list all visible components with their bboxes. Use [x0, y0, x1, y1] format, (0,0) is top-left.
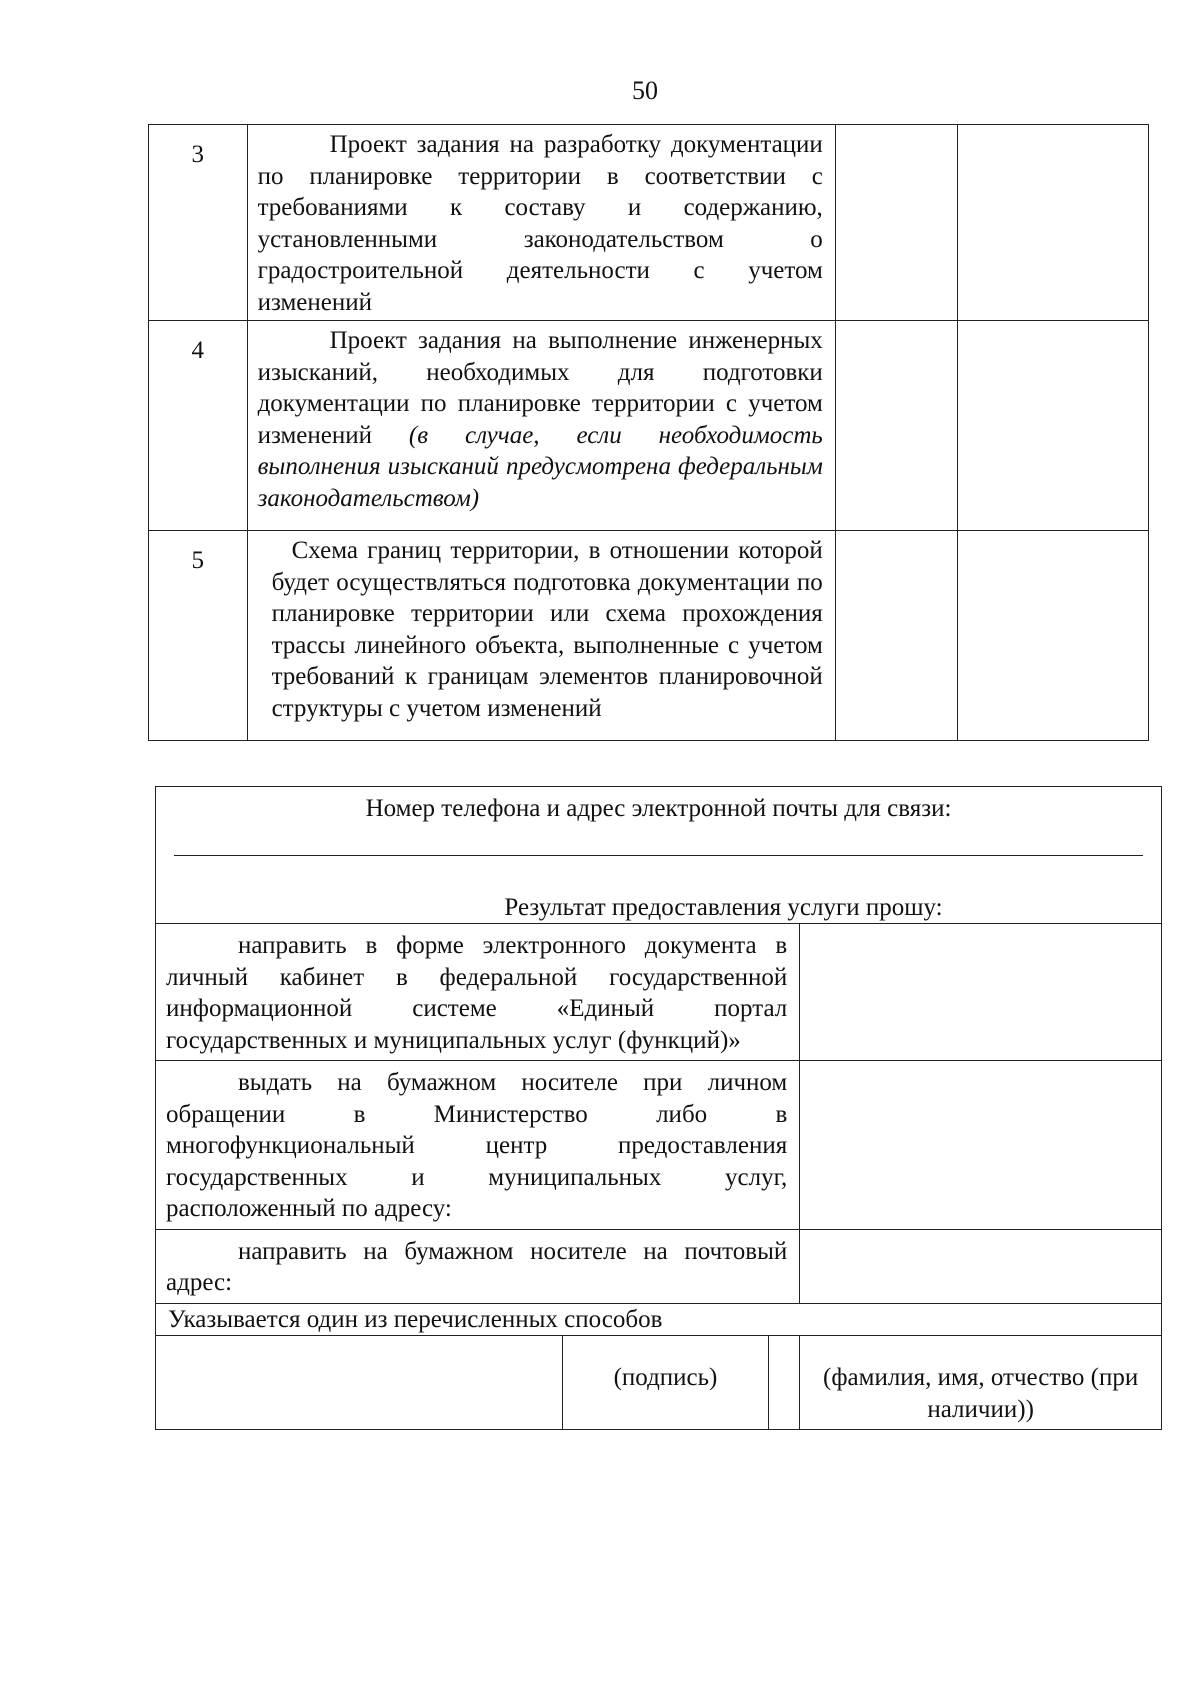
- note-row: [156, 1303, 1162, 1336]
- row-text: Проект задания на разработку документации по планировке территории в соответствии с требованиями к составу и содержанию, установленными законодательством о градостроительной деятельности с учетом изменений: [257, 131, 823, 316]
- option-check-cell[interactable]: [800, 924, 1162, 1061]
- option-text: выдать на бумажном носителе при личном обращении в Министерство либо в многофункциональный центр предоставления государственных и муниципальных услуг, расположенный по адресу:: [156, 1061, 800, 1230]
- row-description: [247, 321, 835, 531]
- row-number: 3: [149, 125, 248, 321]
- signature-row: [156, 1336, 1162, 1430]
- row-check-cell[interactable]: [958, 531, 1149, 741]
- row-check-cell[interactable]: [958, 321, 1149, 531]
- option-row: [156, 1061, 1162, 1230]
- option-check-cell[interactable]: [800, 1061, 1162, 1230]
- table-row: [149, 125, 1149, 321]
- row-number: 4: [149, 321, 248, 531]
- table-row: [149, 321, 1149, 531]
- row-description: [247, 125, 835, 321]
- contact-input-line[interactable]: [174, 837, 1143, 856]
- documents-table: [148, 124, 1149, 741]
- row-description: [247, 531, 835, 741]
- row-text: Схема границ территории, в отношении которой будет осуществляться подготовка документации по планировке территории или схема прохождения трассы линейного объекта, выполненные с учетом требований к границам элементов планировочной структуры с учетом изменений: [271, 537, 823, 722]
- row-check-cell[interactable]: [835, 125, 958, 321]
- signature-blank-cell[interactable]: [156, 1336, 563, 1430]
- option-text: направить в форме электронного документа в личный кабинет в федеральной государственной информационной системе «Единый портал государственных и муниципальных услуг (функций)»: [156, 924, 800, 1061]
- result-table: [155, 786, 1162, 1430]
- contact-label: Номер телефона и адрес электронной почты для связи:: [365, 795, 952, 822]
- row-check-cell[interactable]: [835, 321, 958, 531]
- name-label: (фамилия, имя, отчество (при наличии)): [800, 1336, 1162, 1430]
- signature-label: (подпись): [562, 1336, 768, 1430]
- row-text-italic: (в случае, если необходимость выполнения изысканий предусмотрена федеральным законодательством): [257, 421, 823, 512]
- row-check-cell[interactable]: [958, 125, 1149, 321]
- option-text: направить на бумажном носителе на почтовый адрес:: [156, 1229, 800, 1303]
- result-label: Результат предоставления услуги прошу:: [504, 893, 943, 921]
- row-check-cell[interactable]: [835, 531, 958, 741]
- contact-row: [156, 787, 1162, 924]
- option-row: [156, 924, 1162, 1061]
- signature-spacer-cell: [769, 1336, 800, 1430]
- row-number: 5: [149, 531, 248, 741]
- note-text: Указывается один из перечисленных способов: [156, 1303, 1162, 1336]
- option-check-cell[interactable]: [800, 1229, 1162, 1303]
- table-row: [149, 531, 1149, 741]
- page-number: 50: [632, 76, 658, 105]
- row-text: Проект задания на выполнение инженерных изысканий, необходимых для подготовки документации по планировке территории с учетом изменений (в случае, если необходимость выполнения изысканий предусмотрена федеральным законодательством): [257, 327, 823, 512]
- option-row: [156, 1229, 1162, 1303]
- contact-cell: [156, 787, 1162, 924]
